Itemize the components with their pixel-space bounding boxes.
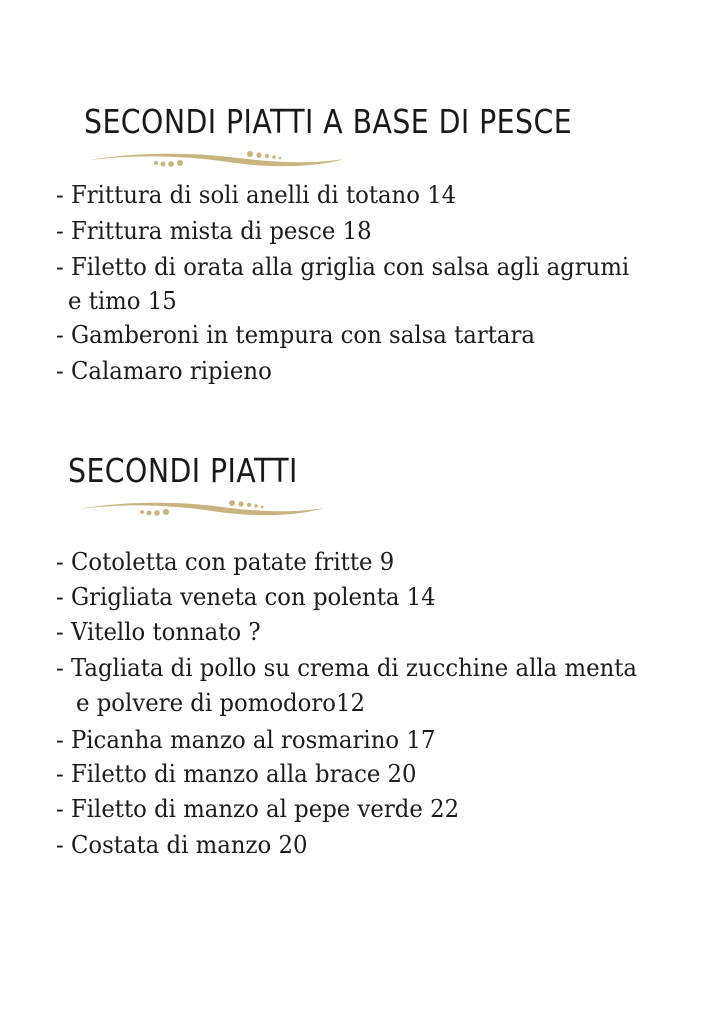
flourish-divider-main <box>76 497 326 525</box>
menu-item: - Frittura mista di pesce 18 <box>56 216 372 245</box>
section-title-main: SECONDI PIATTI <box>68 451 298 490</box>
menu-item: - Gamberoni in tempura con salsa tartara <box>56 320 535 349</box>
menu-item: - Grigliata veneta con polenta 14 <box>56 582 436 611</box>
menu-item-continuation: e timo 15 <box>68 286 177 315</box>
menu-item: - Calamaro ripieno <box>56 356 272 385</box>
menu-item: - Filetto di manzo alla brace 20 <box>56 759 417 788</box>
section-title-fish: SECONDI PIATTI A BASE DI PESCE <box>84 102 573 141</box>
menu-item: - Cotoletta con patate fritte 9 <box>56 547 395 576</box>
menu-item: - Frittura di soli anelli di totano 14 <box>56 180 457 209</box>
menu-item: - Vitello tonnato ? <box>56 617 261 646</box>
menu-item: - Picanha manzo al rosmarino 17 <box>56 725 436 754</box>
menu-item-continuation: e polvere di pomodoro12 <box>76 688 365 717</box>
menu-item: - Filetto di manzo al pepe verde 22 <box>56 794 460 823</box>
menu-item: - Tagliata di pollo su crema di zucchine alla menta <box>56 653 637 682</box>
menu-item: - Filetto di orata alla griglia con salsa agli agrumi <box>56 252 630 281</box>
menu-item: - Costata di manzo 20 <box>56 830 308 859</box>
flourish-divider-fish <box>88 148 348 176</box>
